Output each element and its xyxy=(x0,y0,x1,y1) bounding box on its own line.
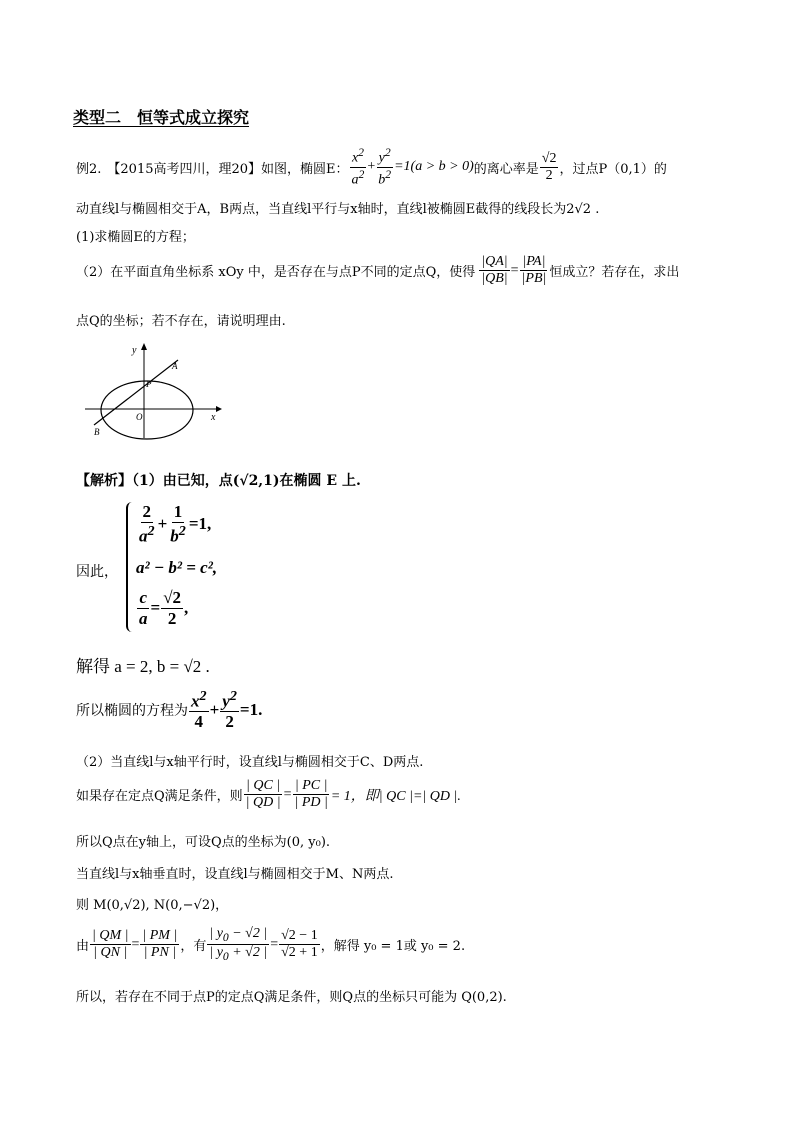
part-2-step-4: 当直线l与x轴垂直时，设直线l与椭圆相交于M、N两点. xyxy=(76,867,394,882)
label-A: A xyxy=(172,361,178,371)
solution-step-1: （1）由已知，点(√2,1)在椭圆 E 上. xyxy=(132,473,361,489)
solve-line: 解得 a = 2, b = √2 . xyxy=(76,657,210,676)
y-axis-arrow xyxy=(141,343,147,350)
fraction-y2-b2: $\frac{y^2}{b^2}$ xyxy=(378,146,392,188)
label-B: B xyxy=(94,427,100,437)
label-O: O xyxy=(136,412,143,422)
example-prefix: 例2. xyxy=(76,161,102,177)
fraction-qc-qd: $\frac{| QC |}{| QD |}$ xyxy=(245,778,281,811)
fraction-pa-pb: $\frac{|PA|}{|PB|}$ xyxy=(521,254,547,287)
example-text-2: 的离心率是 xyxy=(473,161,539,177)
ellipse-equation-line xyxy=(76,688,262,732)
part-2-step-2: 如果存在定点Q满足条件，则 $\frac{| QC |}{| QD |}$ = $\frac{| PC |}{| PD |}$ = 1，即| QC |=| QD |. xyxy=(76,778,461,811)
part-2-step-6a: 由 xyxy=(76,939,90,955)
example-text-3: ，过点P（0,1）的 xyxy=(559,161,667,177)
ellipse-curve xyxy=(101,381,193,439)
fraction-pm-pn: $\frac{| PM |}{| PN |}$ xyxy=(142,928,178,961)
equation-brace xyxy=(126,502,134,632)
ellipse-figure xyxy=(80,340,230,440)
label-x: x xyxy=(211,412,216,423)
part-1: (1)求椭圆E的方程； xyxy=(76,230,195,245)
example-line-2: 动直线l与椭圆相交于A，B两点，当直线l平行与x轴时，直线l被椭圆E截得的线段长为2√2 . xyxy=(76,202,600,217)
solution-tag: 【解析】 xyxy=(76,473,132,489)
label-P: P xyxy=(146,379,152,389)
therefore-label: 因此， xyxy=(76,564,118,580)
equation-3: $\frac{c}{a}$ = $\frac{√2}{2}$ , xyxy=(139,588,189,628)
part-2-step-5: 则 M(0,√2), N(0,−√2)， xyxy=(76,898,229,913)
fraction-x2-a2: $\frac{x^2}{a^2}$ xyxy=(351,146,365,188)
part-2-text-b: 恒成立？若存在，求出 xyxy=(549,265,680,281)
x-axis-arrow xyxy=(216,406,222,412)
solution-line-1 xyxy=(76,470,361,490)
part-2-step-6c: ，解得 y₀ = 1或 y₀ = 2. xyxy=(320,939,466,955)
part-2-step-1: （2）当直线l与x轴平行时，设直线l与椭圆相交于C、D两点. xyxy=(76,755,424,770)
ellipse-equation: $\frac{x^2}{4}$ + $\frac{y^2}{2}$ =1. xyxy=(191,688,263,732)
equation-2: a² − b² = c², xyxy=(136,558,218,577)
fraction-qm-qn: $\frac{| QM |}{| QN |}$ xyxy=(92,928,129,961)
part-2-step-2b: = 1，即| QC |=| QD |. xyxy=(330,788,461,804)
fraction-qa-qb: $\frac{|QA|}{|QB|}$ xyxy=(481,254,508,287)
part-2-text-a: （2）在平面直角坐标系 xOy 中，是否存在与点P不同的定点Q，使得 xyxy=(76,265,476,281)
part-2-line: （2）在平面直角坐标系 xOy 中，是否存在与点P不同的定点Q，使得 $\frac{|QA|}{|QB|}$ = $\frac{|PA|}{|PB|}$ 恒成立？若存在，求出 xyxy=(76,254,680,287)
fraction-y0-ratio: $\frac{| y_0 - √2 |}{| y_0 + √2 |}$ xyxy=(209,926,268,964)
fraction-sqrt-ratio: $\frac{√2 - 1}{√2 + 1}$ xyxy=(281,928,318,961)
ellipse-condition: =1(a > b > 0) xyxy=(394,159,474,175)
example-text-1: 如图，椭圆E： xyxy=(261,161,349,177)
label-y: y xyxy=(132,345,137,356)
equation-1: $\frac{2}{a^2}$ + $\frac{1}{b^2}$ =1, xyxy=(139,502,212,546)
part-2-step-3: 所以Q点在y轴上，可设Q点的坐标为(0, y₀). xyxy=(76,835,331,850)
fraction-pc-pd: $\frac{| PC |}{| PD |}$ xyxy=(294,778,328,811)
part-2-step-2a: 如果存在定点Q满足条件，则 xyxy=(76,789,243,805)
part-2-step-6b: ，有 xyxy=(180,939,207,955)
part-2-step-6: 由 $\frac{| QM |}{| QN |}$ = $\frac{| PM |}{| PN |}$ ，有 $\frac{| y_0 - √2 |}{| y_0 + √2 |}$ = $\frac{√2 - 1}{√2 + 1}$ ，解得 y₀ = 1或 y₀ = 2. xyxy=(76,926,466,964)
example-source: 【2015高考四川，理20】 xyxy=(107,161,262,177)
conclusion: 所以，若存在不同于点P的定点Q满足条件，则Q点的坐标只可能为 Q(0,2). xyxy=(76,990,507,1005)
example-line-1: 例2. 【2015高考四川，理20】 如图，椭圆E： $\frac{x^2}{a^2}$ + $\frac{y^2}{b^2}$ =1(a > b > 0) 的离心率是 $\frac{√2}{2}$ ，过点P（0,1）的 xyxy=(76,146,667,188)
ellipse-equation-prefix: 所以椭圆的方程为 xyxy=(76,702,188,719)
part-2-line-2: 点Q的坐标；若不存在，请说明理由. xyxy=(76,314,286,329)
section-title: 类型二 恒等式成立探究 xyxy=(73,108,250,127)
fraction-eccentricity: $\frac{√2}{2}$ xyxy=(541,150,557,183)
